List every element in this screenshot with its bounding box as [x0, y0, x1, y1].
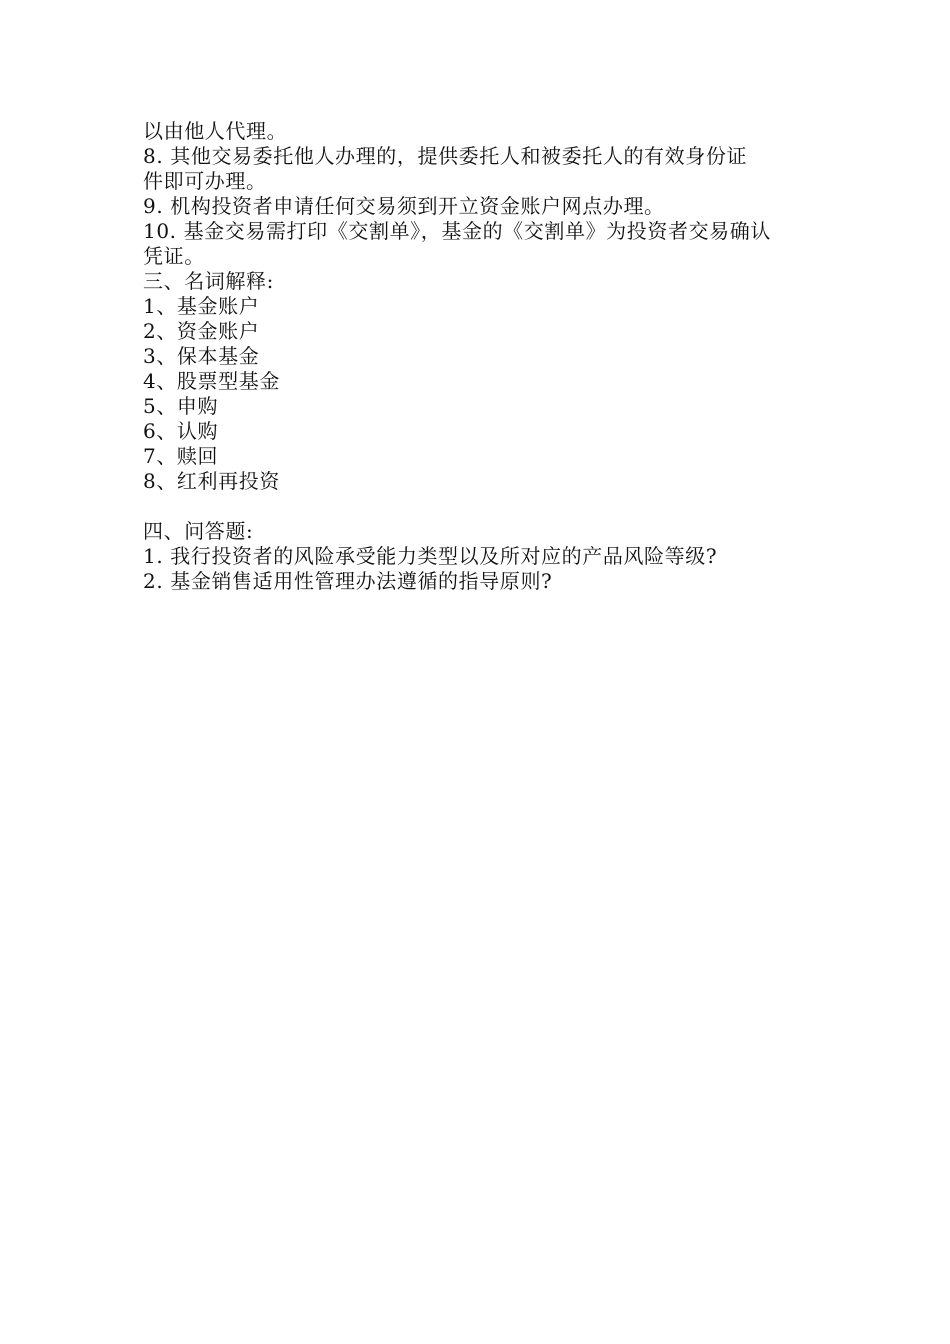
list-item: 5、申购	[143, 394, 219, 418]
document-body	[143, 119, 813, 594]
section-heading: 三、名词解释:	[143, 269, 274, 293]
list-item: 8、红利再投资	[143, 469, 280, 493]
text-line: 8. 其他交易委托他人办理的，提供委托人和被委托人的有效身份证	[143, 144, 748, 168]
list-item: 1、基金账户	[143, 294, 260, 318]
text-line: 9. 机构投资者申请任何交易须到开立资金账户网点办理。	[143, 194, 665, 218]
blank-line	[143, 494, 813, 519]
text-line: 件即可办理。	[143, 169, 267, 193]
section-heading: 四、问答题:	[143, 519, 254, 543]
list-item: 6、认购	[143, 419, 219, 443]
question-item: 2. 基金销售适用性管理办法遵循的指导原则?	[143, 569, 553, 593]
list-item: 3、保本基金	[143, 344, 260, 368]
text-line: 凭证。	[143, 244, 205, 268]
text-line: 10. 基金交易需打印《交割单》，基金的《交割单》为投资者交易确认	[143, 219, 771, 243]
text-line: 以由他人代理。	[143, 119, 288, 143]
list-item: 7、赎回	[143, 444, 219, 468]
list-item: 2、资金账户	[143, 319, 260, 343]
question-item: 1. 我行投资者的风险承受能力类型以及所对应的产品风险等级?	[143, 544, 718, 568]
list-item: 4、股票型基金	[143, 369, 280, 393]
